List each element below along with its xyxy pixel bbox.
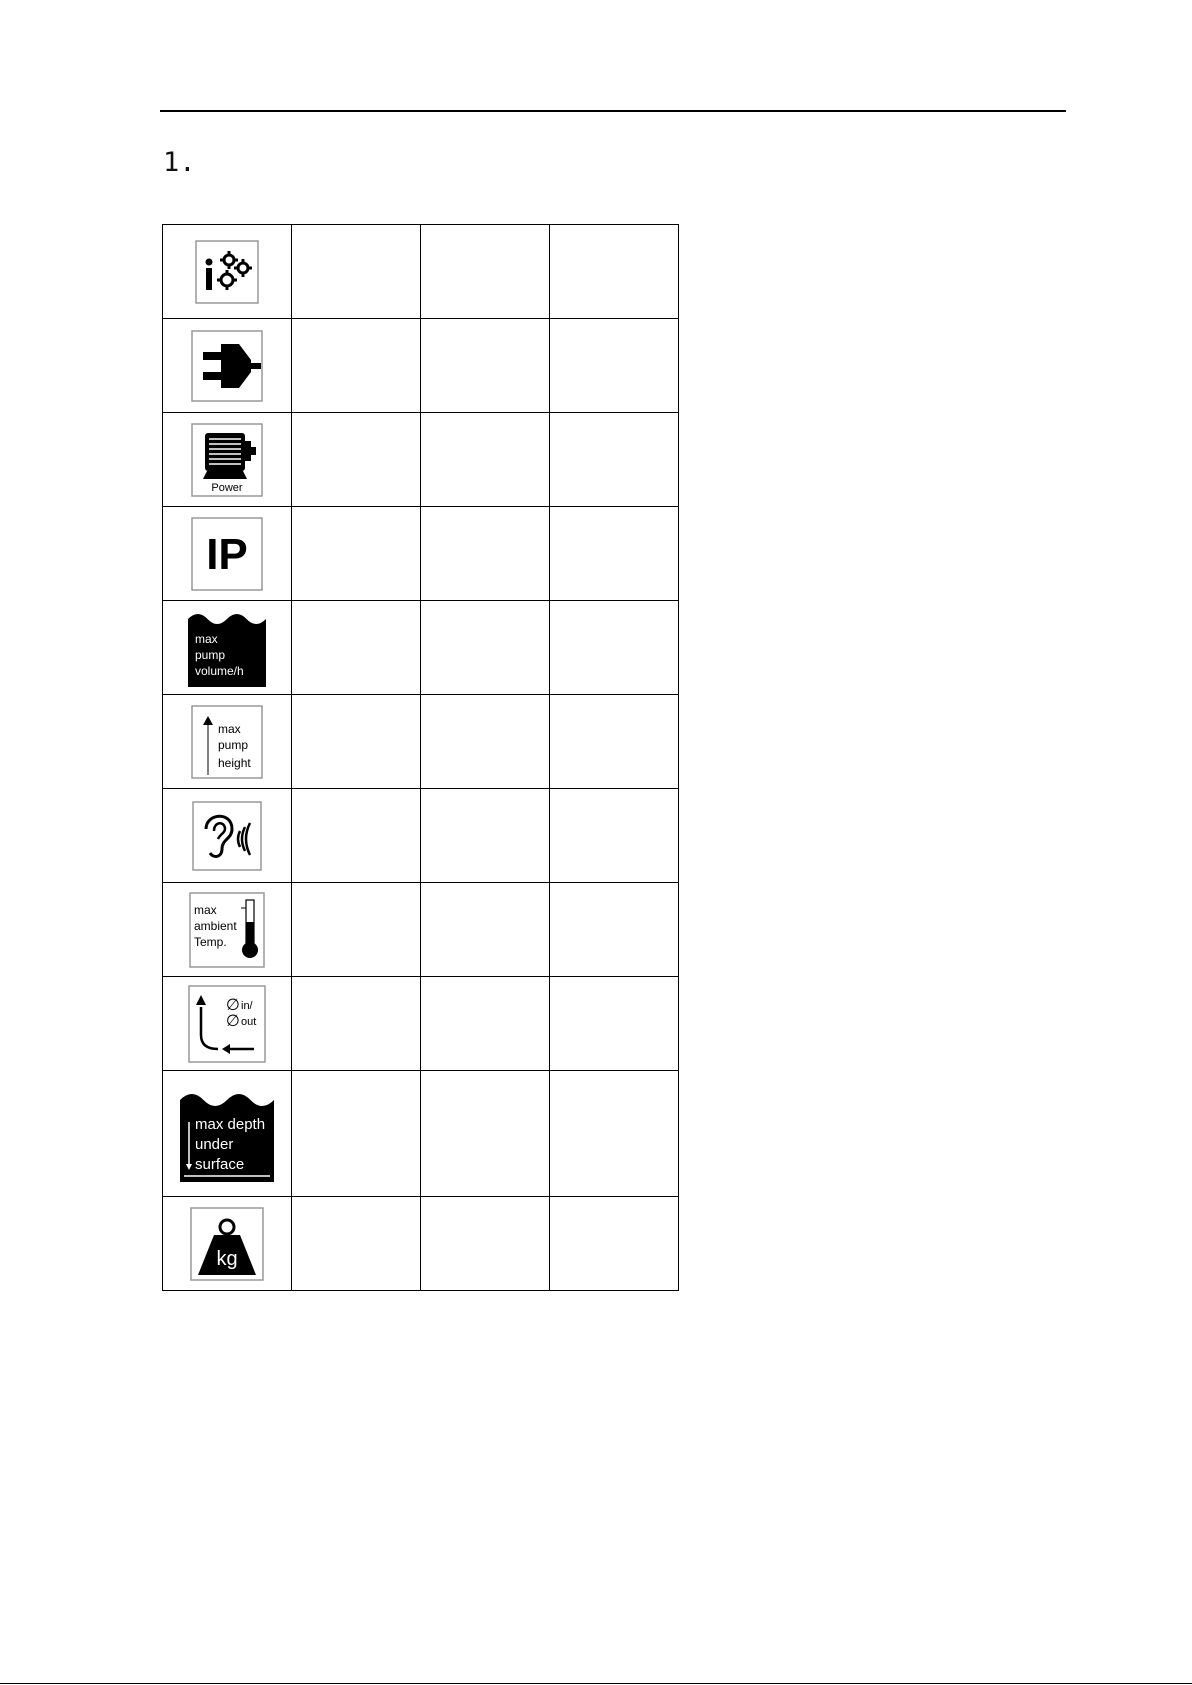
table-row bbox=[163, 789, 679, 883]
diameter-line-1: in/ bbox=[241, 999, 253, 1012]
value-cell bbox=[292, 413, 421, 507]
table-row bbox=[163, 601, 679, 695]
table-row bbox=[163, 319, 679, 413]
value-cell bbox=[421, 883, 550, 977]
ip-label: IP bbox=[206, 529, 248, 579]
value-cell bbox=[421, 601, 550, 695]
value-cell bbox=[550, 695, 679, 789]
temp-line-3: Temp. bbox=[194, 934, 227, 949]
value-cell bbox=[421, 1071, 550, 1197]
value-cell bbox=[550, 319, 679, 413]
value-cell bbox=[550, 225, 679, 319]
table-row bbox=[163, 507, 679, 601]
weight-icon bbox=[190, 1207, 264, 1281]
value-cell bbox=[292, 507, 421, 601]
motor-label: Power bbox=[211, 481, 243, 494]
height-line-3: height bbox=[218, 755, 251, 770]
wave-volume-icon bbox=[188, 609, 266, 687]
depth-line-3: surface bbox=[195, 1155, 245, 1173]
value-cell bbox=[421, 319, 550, 413]
temp-line-1: max bbox=[194, 902, 217, 917]
info-gears-icon bbox=[195, 240, 259, 304]
value-cell bbox=[292, 1071, 421, 1197]
value-cell bbox=[292, 695, 421, 789]
depth-line-2: under bbox=[195, 1135, 234, 1153]
volume-line-2: pump bbox=[195, 647, 226, 662]
footer-rule bbox=[0, 1683, 1192, 1684]
value-cell bbox=[421, 413, 550, 507]
table-row bbox=[163, 1071, 679, 1197]
table-row bbox=[163, 413, 679, 507]
value-cell bbox=[550, 507, 679, 601]
value-cell bbox=[421, 789, 550, 883]
arrow-up-height-icon bbox=[191, 705, 263, 779]
diameter-symbol-1: ∅ bbox=[226, 994, 240, 1014]
value-cell bbox=[421, 1197, 550, 1291]
value-cell bbox=[421, 695, 550, 789]
power-plug-icon bbox=[191, 330, 263, 402]
value-cell bbox=[550, 1071, 679, 1197]
value-cell bbox=[421, 977, 550, 1071]
temp-line-2: ambient bbox=[194, 918, 237, 933]
motor-icon bbox=[191, 423, 263, 497]
diameter-line-2: out bbox=[241, 1015, 257, 1028]
value-cell bbox=[292, 977, 421, 1071]
ear-sound-icon bbox=[192, 801, 262, 871]
spec-table bbox=[162, 224, 679, 1291]
table-row bbox=[163, 977, 679, 1071]
value-cell bbox=[292, 1197, 421, 1291]
value-cell bbox=[292, 601, 421, 695]
value-cell bbox=[292, 789, 421, 883]
weight-label: kg bbox=[216, 1247, 238, 1270]
ip-rating-icon bbox=[191, 517, 263, 591]
value-cell bbox=[292, 883, 421, 977]
height-line-1: max bbox=[218, 721, 241, 736]
value-cell bbox=[550, 977, 679, 1071]
thermometer-icon bbox=[189, 892, 265, 968]
diameter-symbol-2: ∅ bbox=[226, 1010, 240, 1030]
volume-line-3: volume/h bbox=[195, 663, 244, 678]
pipe-elbow-icon bbox=[188, 985, 266, 1063]
height-line-2: pump bbox=[218, 737, 249, 752]
table-row bbox=[163, 225, 679, 319]
value-cell bbox=[550, 883, 679, 977]
value-cell bbox=[292, 319, 421, 413]
value-cell bbox=[550, 1197, 679, 1291]
value-cell bbox=[421, 507, 550, 601]
table-row bbox=[163, 1197, 679, 1291]
value-cell bbox=[550, 601, 679, 695]
depth-line-1: max depth bbox=[195, 1115, 266, 1133]
header-rule bbox=[160, 110, 1066, 112]
wave-depth-icon bbox=[180, 1086, 274, 1182]
section-heading: 1. bbox=[163, 147, 196, 178]
table-row bbox=[163, 695, 679, 789]
value-cell bbox=[421, 225, 550, 319]
volume-line-1: max bbox=[195, 631, 218, 646]
value-cell bbox=[550, 413, 679, 507]
value-cell bbox=[550, 789, 679, 883]
table-row bbox=[163, 883, 679, 977]
value-cell bbox=[292, 225, 421, 319]
